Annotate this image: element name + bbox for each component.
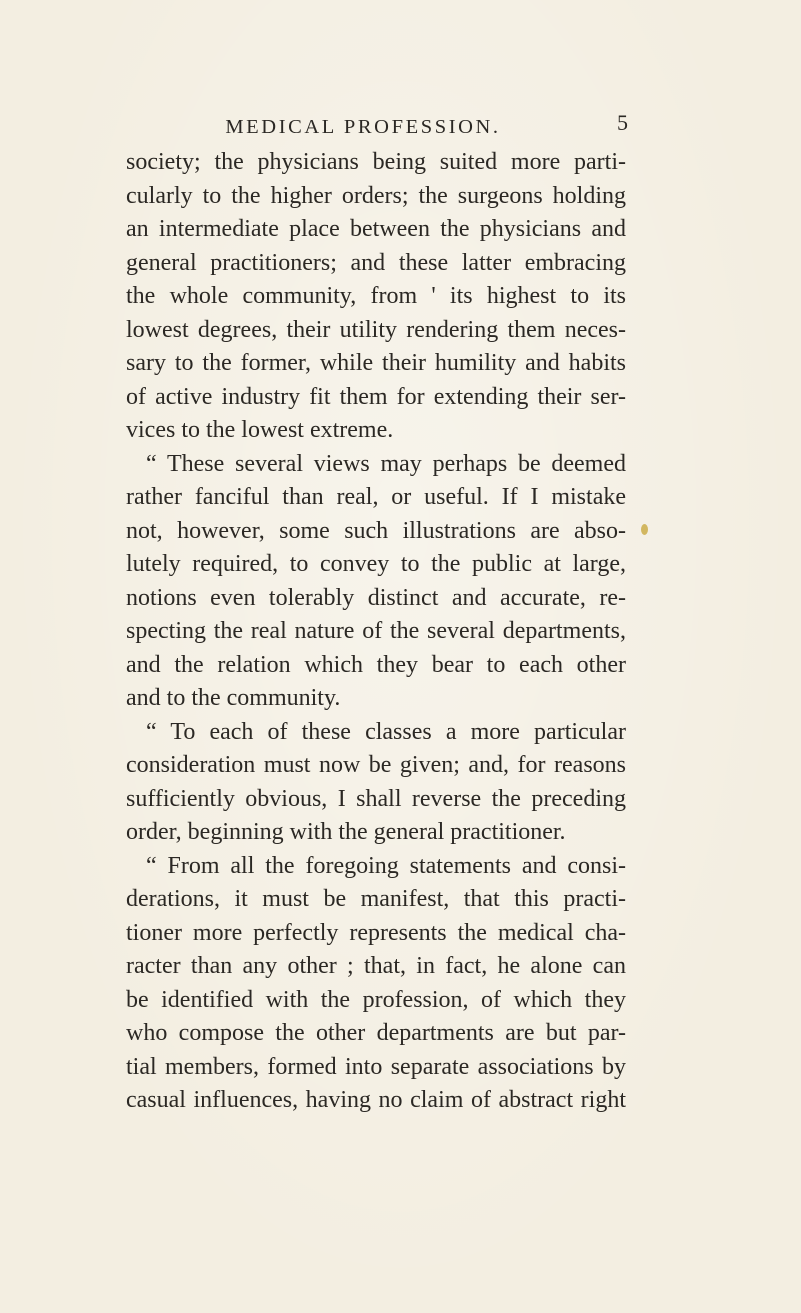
text-line: racter than any other ; that, in fact, he alone can	[126, 953, 626, 979]
running-title: MEDICAL PROFESSION.	[225, 116, 501, 138]
body-text	[126, 146, 626, 1118]
text-line: rather fanciful than real, or useful. If I mistake	[126, 484, 626, 510]
text-line: who compose the other departments are but par-	[126, 1020, 626, 1046]
text-line: vices to the lowest extreme.	[126, 417, 394, 443]
text-line: be identified with the profession, of which they	[126, 986, 626, 1013]
text-line: specting the real nature of the several departments,	[126, 618, 626, 644]
text-line: tial members, formed into separate associations by	[126, 1053, 626, 1080]
text-line: order, beginning with the general practitioner.	[126, 819, 566, 845]
text-line: tioner more perfectly represents the medical cha-	[126, 919, 626, 946]
text-line: not, however, some such illustrations are abso-	[126, 517, 626, 544]
text-line: lutely required, to convey to the public at large,	[126, 551, 626, 577]
page-number: 5	[617, 110, 628, 135]
text-line: sary to the former, while their humility and habits	[126, 350, 626, 376]
text-line: “ To each of these classes a more particular	[146, 718, 626, 745]
text-line: of active industry fit them for extending their ser-	[126, 383, 626, 410]
text-line: consideration must now be given; and, for reasons	[126, 752, 626, 778]
text-line: and to the community.	[126, 685, 341, 711]
text-line: the whole community, from ' its highest to its	[126, 283, 626, 309]
text-line: “ From all the foregoing statements and consi-	[146, 852, 626, 879]
text-line: derations, it must be manifest, that this practi-	[126, 886, 626, 912]
text-line: society; the physicians being suited more parti-	[126, 149, 626, 175]
text-line: general practitioners; and these latter embracing	[126, 249, 626, 276]
text-line: “ These several views may perhaps be deemed	[146, 450, 626, 477]
text-line: sufficiently obvious, I shall reverse the preceding	[126, 785, 626, 812]
text-line: cularly to the higher orders; the surgeons holding	[126, 182, 626, 209]
text-line: an intermediate place between the physicians and	[126, 216, 626, 242]
text-line: notions even tolerably distinct and accurate, re-	[126, 584, 626, 611]
text-line: casual influences, having no claim of abstract right	[126, 1087, 626, 1113]
text-line: and the relation which they bear to each other	[126, 651, 626, 678]
running-head	[148, 112, 628, 142]
text-line: lowest degrees, their utility rendering them neces-	[126, 316, 626, 343]
ink-speck	[641, 524, 648, 535]
